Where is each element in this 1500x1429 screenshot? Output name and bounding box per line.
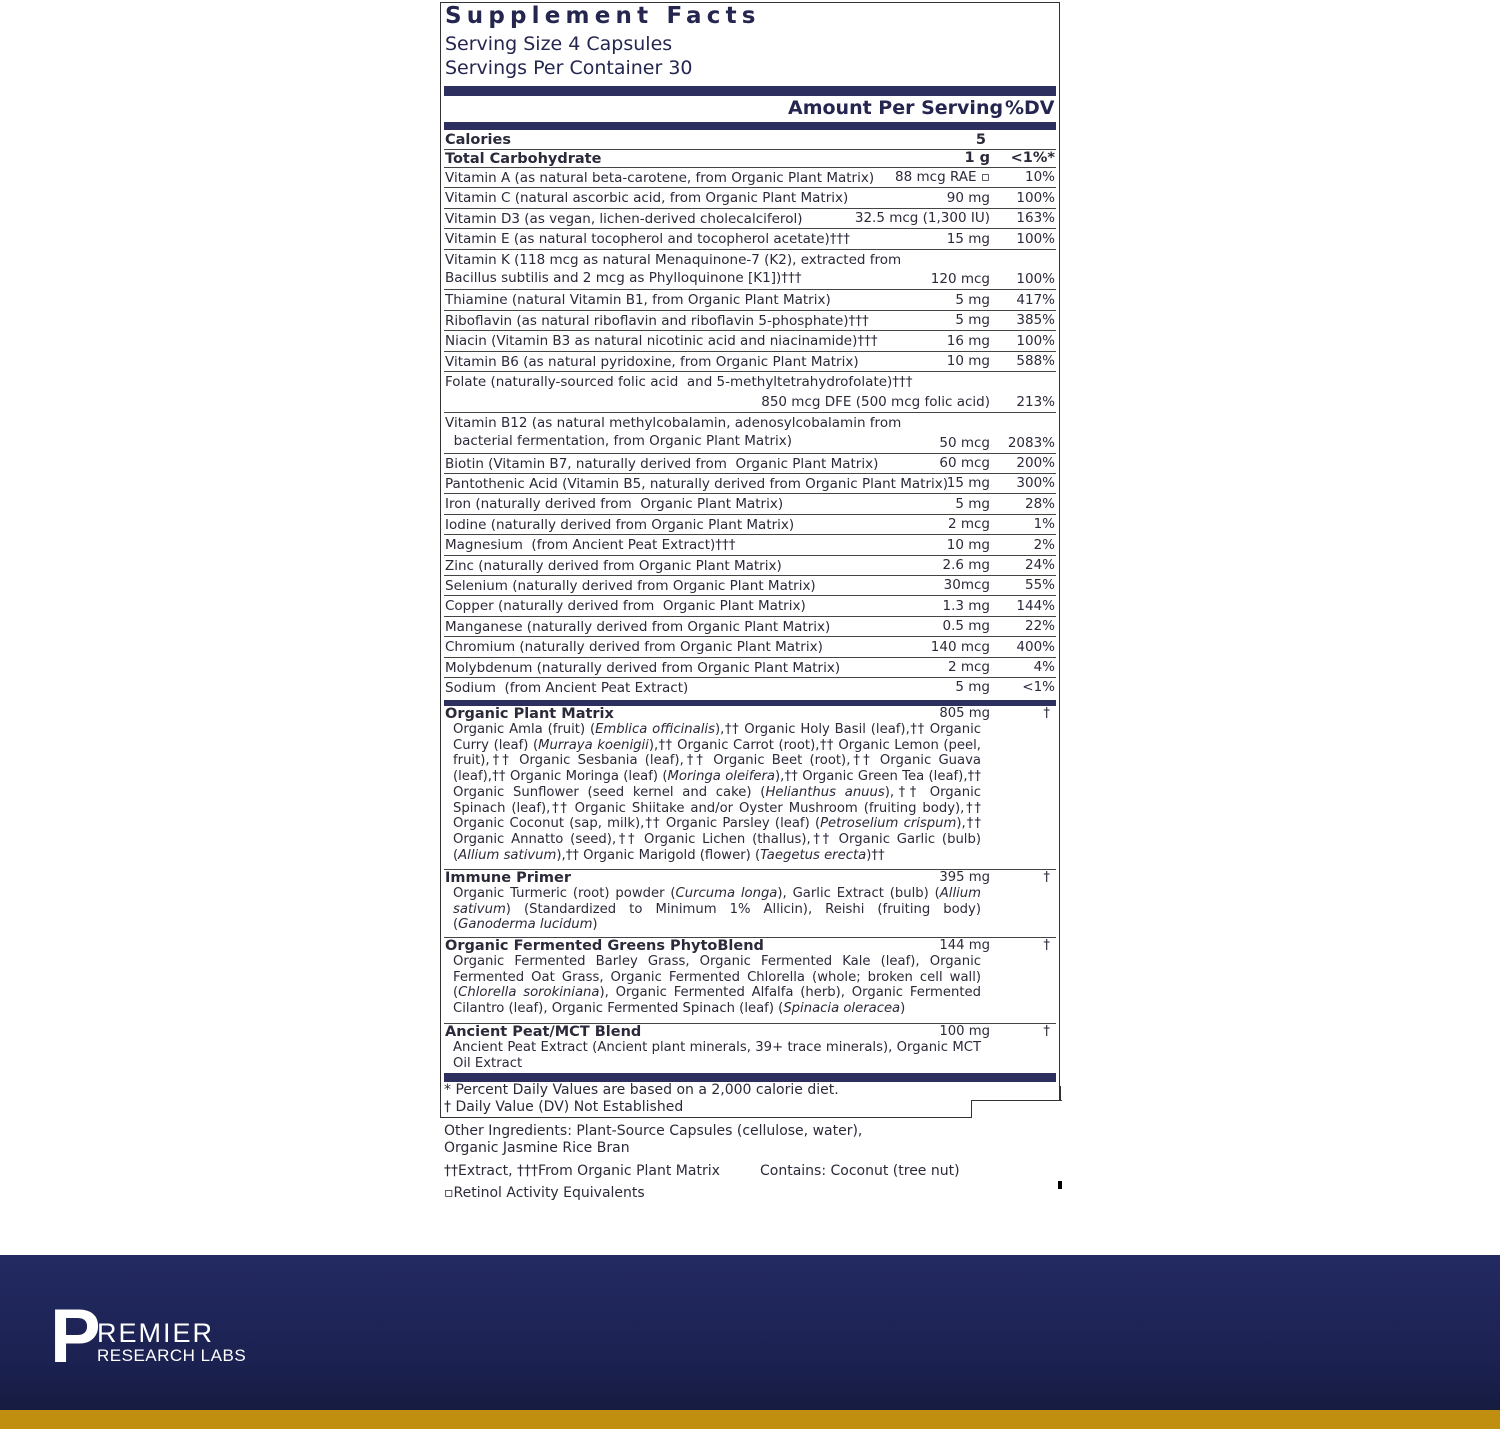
nutrient-dv: 100% <box>1016 230 1055 247</box>
blend-section <box>444 706 1056 863</box>
nutrient-amount: 1 g <box>964 150 990 166</box>
nutrient-amount: 5 mg <box>955 291 990 308</box>
botanical-name: Chlorella sorokiniana <box>458 985 600 1001</box>
blend-ingredients: Organic Fermented Barley Grass, Organic Fermented Kale (leaf), Organic Fermented Oat Grass, Organic Fermented Chlorella (whole; broken cell wall) (Chlorella sorokiniana), Organic Fermented Alfalfa (herb), Organic Fermented Cilantro (leaf), Organic Fermented Spinach (leaf) (Spinacia oleracea) <box>453 954 981 1017</box>
nutrient-name: Molybdenum (naturally derived from Organic Plant Matrix) <box>445 659 841 676</box>
nutrient-row <box>444 208 1056 228</box>
label-title: Supplement Facts <box>445 3 761 29</box>
nutrient-name: Iron (naturally derived from Organic Plant Matrix) <box>445 496 784 513</box>
blend-dv: † <box>1043 870 1050 885</box>
nutrient-amount: 60 mcg <box>939 454 990 471</box>
nutrient-name: Vitamin C (natural ascorbic acid, from Organic Plant Matrix) <box>445 190 849 207</box>
nutrient-row <box>444 187 1056 207</box>
blend-dv: † <box>1043 706 1050 721</box>
thick-divider <box>444 122 1056 130</box>
servings-per-container: Servings Per Container 30 <box>445 57 693 79</box>
nutrient-name: Niacin (Vitamin B3 as natural nicotinic acid and niacinamide)††† <box>445 333 878 350</box>
nutrient-name: Biotin (Vitamin B7, naturally derived from Organic Plant Matrix) <box>445 455 879 472</box>
nutrient-amount: 15 mg <box>946 475 990 492</box>
nutrient-row <box>444 514 1056 534</box>
blend-amount: 805 mg <box>939 706 990 721</box>
nutrient-amount: 0.5 mg <box>942 618 990 635</box>
nutrient-row <box>444 228 1056 248</box>
nutrient-name: Magnesium (from Ancient Peat Extract)††† <box>445 537 736 554</box>
nutrient-amount: 30mcg <box>943 577 990 594</box>
nutrient-name: Vitamin E (as natural tocopherol and tocopherol acetate)††† <box>445 231 851 248</box>
nutrient-dv: 385% <box>1016 312 1055 329</box>
nutrient-dv: 10% <box>1024 169 1055 186</box>
nutrient-amount: 88 mcg RAE ▫ <box>895 169 990 186</box>
nutrient-name: Manganese (naturally derived from Organic Plant Matrix) <box>445 618 831 635</box>
nutrient-name: Zinc (naturally derived from Organic Plant Matrix) <box>445 557 782 574</box>
nutrient-dv: 417% <box>1016 291 1055 308</box>
blend-section <box>444 937 1056 1017</box>
nutrient-dv: 300% <box>1016 475 1055 492</box>
nutrient-dv: 1% <box>1033 516 1055 533</box>
nutrient-amount: 32.5 mcg (1,300 IU) <box>854 210 990 227</box>
nutrient-row <box>444 371 1056 412</box>
nutrient-row <box>444 677 1056 697</box>
nutrient-dv: 28% <box>1024 495 1055 512</box>
footnote-percent-dv: * Percent Daily Values are based on a 2,000 calorie diet. <box>444 1082 839 1098</box>
nutrient-amount: 2 mcg <box>947 516 990 533</box>
nutrient-name: Chromium (naturally derived from Organic Plant Matrix) <box>445 639 823 656</box>
nutrient-row <box>444 595 1056 615</box>
nutrient-name: Folate (naturally-sourced folic acid and 5-methyltetrahydrofolate)††† <box>445 374 913 390</box>
nutrient-dv: 2% <box>1033 536 1055 553</box>
nutrient-amount: 5 mg <box>955 312 990 329</box>
other-ingredients: Other Ingredients: Plant-Source Capsules (cellulose, water), <box>444 1123 863 1139</box>
nutrient-dv: 163% <box>1016 210 1055 227</box>
nutrient-name: Pantothenic Acid (Vitamin B5, naturally derived from Organic Plant Matrix) <box>445 476 949 492</box>
brand-logo-line2: RESEARCH LABS <box>97 1346 247 1365</box>
gold-stripe <box>0 1410 1500 1429</box>
nutrient-row <box>444 493 1056 513</box>
nutrient-row <box>444 249 1056 290</box>
extract-note: ††Extract, †††From Organic Plant Matrix <box>444 1163 720 1179</box>
botanical-name: Helianthus anuus <box>765 784 885 800</box>
botanical-name: Ganoderma lucidum <box>458 917 593 933</box>
nutrient-dv: 2083% <box>1007 434 1055 451</box>
nutrient-row <box>444 330 1056 350</box>
botanical-name: Moringa oleifera <box>667 769 775 785</box>
nutrient-amount: 15 mg <box>946 230 990 247</box>
nutrient-dv: 100% <box>1016 271 1055 288</box>
nutrient-row <box>444 636 1056 656</box>
nutrient-dv: 22% <box>1024 618 1055 635</box>
botanical-name: Emblica officinalis <box>595 722 715 737</box>
blend-amount: 395 mg <box>939 870 990 885</box>
nutrient-dv: 100% <box>1016 332 1055 349</box>
nutrient-name: Calories <box>445 132 511 148</box>
blend-name: Organic Fermented Greens PhytoBlend <box>445 938 764 954</box>
botanical-name: Allium sativum <box>458 847 557 863</box>
blend-ingredients: Organic Turmeric (root) powder (Curcuma longa), Garlic Extract (bulb) (Allium sativum) (Standardized to Minimum 1% Allicin), Reishi (fruiting body) (Ganoderma lucidum) <box>453 886 981 933</box>
brand-banner <box>0 1255 1500 1410</box>
botanical-name: Petroselium crispum <box>820 816 957 832</box>
footnote-dv-not-established: † Daily Value (DV) Not Established <box>444 1099 684 1115</box>
nutrient-row <box>444 351 1056 371</box>
nutrient-dv: <1%* <box>1010 150 1055 166</box>
blend-dv: † <box>1043 1024 1050 1039</box>
nutrient-name: Sodium (from Ancient Peat Extract) <box>445 680 689 696</box>
nutrient-row <box>444 310 1056 330</box>
nutrient-amount: 5 mg <box>955 495 990 512</box>
thick-divider <box>444 86 1056 96</box>
nutrient-row <box>444 149 1056 167</box>
nutrient-amount: 120 mcg <box>930 271 990 288</box>
nutrient-name: Vitamin K (118 mcg as natural Menaquinone-7 (K2), extracted from Bacillus subtilis and 2 mcg as Phylloquinone [K1])††† <box>445 251 902 286</box>
nutrient-amount: 850 mcg DFE (500 mcg folic acid) <box>761 393 990 410</box>
nutrient-dv: 400% <box>1016 638 1055 655</box>
botanical-name: Allium sativum <box>453 886 981 917</box>
nutrient-amount: 10 mg <box>946 536 990 553</box>
nutrient-amount: 50 mcg <box>939 434 990 451</box>
allergen-note: Contains: Coconut (tree nut) <box>760 1163 960 1179</box>
blend-amount: 100 mg <box>939 1024 990 1039</box>
nutrient-dv: 24% <box>1024 556 1055 573</box>
nutrient-row <box>444 616 1056 636</box>
nutrient-dv: <1% <box>1022 679 1055 696</box>
nutrient-amount: 1.3 mg <box>942 597 990 614</box>
blend-amount: 144 mg <box>939 938 990 953</box>
nutrient-row <box>444 412 1056 453</box>
nutrient-row <box>444 555 1056 575</box>
marker <box>1058 1181 1062 1189</box>
botanical-name: Spinacia oleracea <box>783 1001 901 1017</box>
nutrient-row <box>444 657 1056 677</box>
panel-notch-edge <box>971 1100 1062 1101</box>
botanical-name: Taegetus erecta <box>760 847 867 863</box>
nutrient-amount: 2.6 mg <box>942 556 990 573</box>
nutrient-row <box>444 473 1056 493</box>
botanical-name: Murraya koenigii <box>538 737 649 753</box>
brand-logo-initial: P <box>50 1294 101 1379</box>
nutrient-name: Total Carbohydrate <box>445 151 602 167</box>
amount-per-serving-header: Amount Per Serving <box>788 97 1004 119</box>
nutrient-name: Vitamin B12 (as natural methylcobalamin, adenosylcobalamin from bacterial fermentation, from Organic Plant Matrix) <box>445 414 902 449</box>
nutrient-dv: 100% <box>1016 189 1055 206</box>
nutrient-name: Vitamin B6 (as natural pyridoxine, from Organic Plant Matrix) <box>445 353 859 370</box>
nutrient-dv: 588% <box>1016 352 1055 369</box>
nutrient-name: Copper (naturally derived from Organic Plant Matrix) <box>445 598 806 615</box>
rae-note: ▫Retinol Activity Equivalents <box>444 1185 645 1201</box>
nutrient-amount: 2 mcg <box>947 658 990 675</box>
nutrient-amount: 90 mg <box>946 189 990 206</box>
thick-divider <box>444 1073 1056 1082</box>
blend-section <box>444 869 1056 933</box>
blend-dv: † <box>1043 938 1050 953</box>
nutrient-name: Thiamine (natural Vitamin B1, from Organic Plant Matrix) <box>445 292 831 309</box>
nutrient-name: Selenium (naturally derived from Organic Plant Matrix) <box>445 578 816 594</box>
nutrient-name: Iodine (naturally derived from Organic Plant Matrix) <box>445 516 795 533</box>
blend-ingredients: Ancient Peat Extract (Ancient plant minerals, 39+ trace minerals), Organic MCT Oil Extract <box>453 1040 981 1071</box>
brand-logo-line1: REMIER <box>97 1318 215 1348</box>
nutrient-name: Vitamin A (as natural beta-carotene, from Organic Plant Matrix) <box>445 170 875 186</box>
nutrient-row <box>444 575 1056 595</box>
nutrient-dv: 144% <box>1016 597 1055 614</box>
nutrient-dv: 55% <box>1024 577 1055 594</box>
nutrient-amount: 10 mg <box>946 352 990 369</box>
nutrient-amount: 5 mg <box>955 679 990 696</box>
serving-size: Serving Size 4 Capsules <box>445 33 673 55</box>
nutrient-name: Vitamin D3 (as vegan, lichen-derived cholecalciferol) <box>445 210 803 227</box>
blend-name: Immune Primer <box>445 870 571 886</box>
dv-header: %DV <box>1005 97 1055 119</box>
blend-name: Organic Plant Matrix <box>445 706 614 722</box>
panel-border <box>1060 1086 1061 1101</box>
nutrient-row <box>444 453 1056 473</box>
nutrient-amount: 140 mcg <box>930 638 990 655</box>
nutrient-row <box>444 534 1056 554</box>
nutrient-dv: 4% <box>1033 658 1055 675</box>
blend-section <box>444 1023 1056 1071</box>
nutrient-amount: 5 <box>975 132 986 148</box>
nutrient-name: Riboflavin (as natural riboflavin and riboflavin 5-phosphate)††† <box>445 312 869 329</box>
nutrient-row <box>444 289 1056 309</box>
blend-ingredients: Organic Amla (fruit) (Emblica officinalis),†† Organic Holy Basil (leaf),†† Organic Curry (leaf) (Murraya koenigii),†† Organic Carrot (root),†† Organic Lemon (peel, fruit),†† Organic Sesbania (leaf),†† Organic Beet (root),†† Organic Guava (leaf),†† Organic Moringa (leaf) (Moringa oleifera),†† Organic Green Tea (leaf),†† Organic Sunflower (seed kernel and cake) (Helianthus anuus),†† Organic Spinach (leaf),†† Organic Shiitake and/or Oyster Mushroom (fruiting body),†† Organic Coconut (sap, milk),†† Organic Parsley (leaf) (Petroselium crispum),†† Organic Annatto (seed),†† Organic Lichen (thallus),†† Organic Garlic (bulb) (Allium sativum),†† Organic Marigold (flower) (Taegetus erecta)†† <box>453 722 981 863</box>
nutrient-row <box>444 131 1056 149</box>
nutrient-amount: 16 mg <box>946 332 990 349</box>
other-ingredients-cont: Organic Jasmine Rice Bran <box>444 1140 630 1156</box>
nutrient-row <box>444 167 1056 187</box>
blend-name: Ancient Peat/MCT Blend <box>445 1024 642 1040</box>
nutrient-dv: 200% <box>1016 454 1055 471</box>
botanical-name: Curcuma longa <box>675 886 778 901</box>
nutrient-dv: 213% <box>1016 393 1055 410</box>
